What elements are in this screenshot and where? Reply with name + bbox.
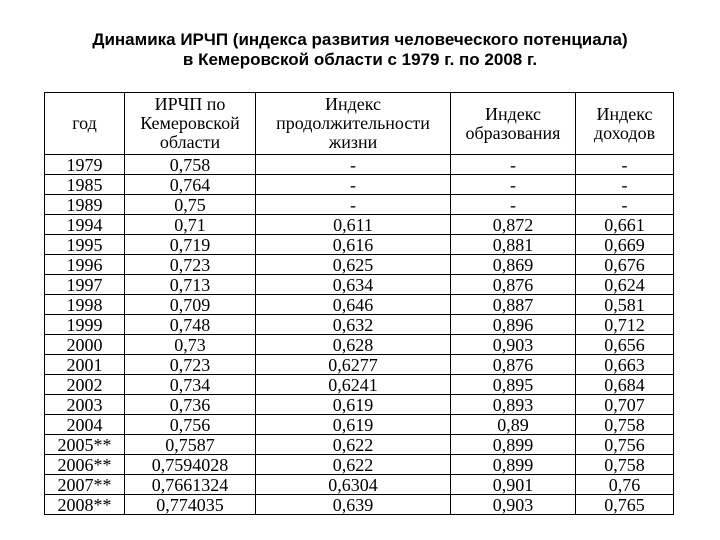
table-row: [45, 375, 674, 395]
income-index-cell: 0,669: [576, 235, 674, 255]
table-row: [45, 335, 674, 355]
header-income-line: Индекс: [596, 103, 653, 124]
life-index-cell: 0,634: [256, 275, 451, 295]
life-index-cell: 0,622: [256, 455, 451, 475]
hdi-cell: 0,723: [125, 355, 256, 375]
table-row: [45, 175, 674, 195]
education-index-cell: 0,872: [451, 215, 576, 235]
life-index-cell: 0,619: [256, 415, 451, 435]
header-life-index: [256, 93, 451, 155]
year-cell: 2002: [45, 375, 125, 395]
year-cell: 2000: [45, 335, 125, 355]
hdi-cell: 0,73: [125, 335, 256, 355]
year-cell: 1997: [45, 275, 125, 295]
header-life-line: продолжительности: [276, 113, 430, 133]
year-cell: 2001: [45, 355, 125, 375]
year-cell: 1999: [45, 315, 125, 335]
table-row: [45, 435, 674, 455]
table-row: [45, 475, 674, 495]
hdi-cell: 0,756: [125, 415, 256, 435]
education-index-cell: 0,896: [451, 315, 576, 335]
education-index-cell: 0,903: [451, 495, 576, 515]
year-cell: 2006**: [45, 455, 125, 475]
education-index-cell: 0,899: [451, 435, 576, 455]
year-cell: 1979: [45, 155, 125, 175]
table-row: [45, 295, 674, 315]
hdi-cell: 0,774035: [125, 495, 256, 515]
education-index-cell: 0,881: [451, 235, 576, 255]
hdi-cell: 0,7661324: [125, 475, 256, 495]
income-index-cell: 0,76: [576, 475, 674, 495]
table-row: [45, 255, 674, 275]
year-cell: 1998: [45, 295, 125, 315]
life-index-cell: 0,622: [256, 435, 451, 455]
year-cell: 2004: [45, 415, 125, 435]
income-index-cell: -: [576, 195, 674, 215]
education-index-cell: 0,876: [451, 275, 576, 295]
hdi-cell: 0,7587: [125, 435, 256, 455]
income-index-cell: -: [576, 175, 674, 195]
education-index-cell: 0,895: [451, 375, 576, 395]
table-row: [45, 355, 674, 375]
education-index-cell: 0,899: [451, 455, 576, 475]
table-row: [45, 235, 674, 255]
hdi-cell: 0,748: [125, 315, 256, 335]
header-income-index: [576, 93, 674, 155]
year-cell: 2008**: [45, 495, 125, 515]
header-education-line: образования: [465, 122, 561, 143]
life-index-cell: 0,639: [256, 495, 451, 515]
education-index-cell: 0,903: [451, 335, 576, 355]
education-index-cell: -: [451, 155, 576, 175]
year-cell: 2007**: [45, 475, 125, 495]
hdi-cell: 0,719: [125, 235, 256, 255]
income-index-cell: -: [576, 155, 674, 175]
hdi-cell: 0,713: [125, 275, 256, 295]
income-index-cell: 0,663: [576, 355, 674, 375]
hdi-cell: 0,734: [125, 375, 256, 395]
life-index-cell: 0,632: [256, 315, 451, 335]
income-index-cell: 0,624: [576, 275, 674, 295]
year-cell: 1994: [45, 215, 125, 235]
education-index-cell: -: [451, 195, 576, 215]
table-row: [45, 195, 674, 215]
hdi-cell: 0,71: [125, 215, 256, 235]
life-index-cell: 0,625: [256, 255, 451, 275]
education-index-cell: 0,89: [451, 415, 576, 435]
year-cell: 1996: [45, 255, 125, 275]
life-index-cell: 0,6304: [256, 475, 451, 495]
header-year-label: год: [72, 113, 97, 133]
header-hdi: [125, 93, 256, 155]
income-index-cell: 0,712: [576, 315, 674, 335]
table-row: [45, 415, 674, 435]
education-index-cell: 0,876: [451, 355, 576, 375]
table-row: [45, 455, 674, 475]
title-line-1: Динамика ИРЧП (индекса развития человеческого потенциала): [92, 30, 628, 49]
income-index-cell: 0,581: [576, 295, 674, 315]
header-income-line: доходов: [593, 122, 656, 143]
income-index-cell: 0,765: [576, 495, 674, 515]
income-index-cell: 0,758: [576, 455, 674, 475]
header-year: [45, 93, 125, 155]
hdi-table-container: [44, 92, 674, 515]
hdi-cell: 0,758: [125, 155, 256, 175]
hdi-cell: 0,709: [125, 295, 256, 315]
income-index-cell: 0,707: [576, 395, 674, 415]
year-cell: 1985: [45, 175, 125, 195]
hdi-cell: 0,7594028: [125, 455, 256, 475]
life-index-cell: -: [256, 175, 451, 195]
life-index-cell: 0,616: [256, 235, 451, 255]
income-index-cell: 0,756: [576, 435, 674, 455]
header-hdi-line: Кемеровской: [140, 113, 240, 133]
education-index-cell: 0,893: [451, 395, 576, 415]
table-row: [45, 395, 674, 415]
income-index-cell: 0,684: [576, 375, 674, 395]
hdi-cell: 0,736: [125, 395, 256, 415]
page-title: [0, 30, 720, 70]
life-index-cell: 0,646: [256, 295, 451, 315]
income-index-cell: 0,758: [576, 415, 674, 435]
education-index-cell: 0,887: [451, 295, 576, 315]
income-index-cell: 0,676: [576, 255, 674, 275]
life-index-cell: -: [256, 195, 451, 215]
education-index-cell: 0,901: [451, 475, 576, 495]
year-cell: 1989: [45, 195, 125, 215]
life-index-cell: 0,6277: [256, 355, 451, 375]
life-index-cell: 0,619: [256, 395, 451, 415]
header-life-line: жизни: [328, 132, 378, 152]
year-cell: 1995: [45, 235, 125, 255]
education-index-cell: -: [451, 175, 576, 195]
income-index-cell: 0,661: [576, 215, 674, 235]
header-hdi-line: ИРЧП по: [154, 94, 226, 114]
education-index-cell: 0,869: [451, 255, 576, 275]
hdi-cell: 0,723: [125, 255, 256, 275]
life-index-cell: 0,628: [256, 335, 451, 355]
hdi-cell: 0,75: [125, 195, 256, 215]
hdi-cell: 0,764: [125, 175, 256, 195]
year-cell: 2003: [45, 395, 125, 415]
header-education-line: Индекс: [484, 103, 542, 124]
income-index-cell: 0,656: [576, 335, 674, 355]
table-header-row: [45, 93, 674, 155]
header-hdi-line: области: [159, 132, 221, 152]
table-row: [45, 275, 674, 295]
life-index-cell: 0,611: [256, 215, 451, 235]
title-line-2: в Кемеровской области с 1979 г. по 2008 г.: [182, 50, 538, 69]
table-row: [45, 495, 674, 515]
table-row: [45, 155, 674, 175]
life-index-cell: 0,6241: [256, 375, 451, 395]
life-index-cell: -: [256, 155, 451, 175]
header-education-index: [451, 93, 576, 155]
table-row: [45, 315, 674, 335]
hdi-table: [44, 92, 674, 515]
header-life-line: Индекс: [324, 94, 382, 114]
year-cell: 2005**: [45, 435, 125, 455]
table-body: [45, 155, 674, 515]
table-row: [45, 215, 674, 235]
